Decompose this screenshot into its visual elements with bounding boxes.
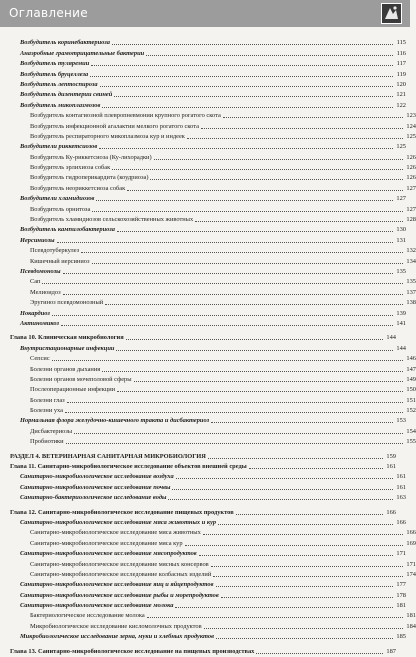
toc-entry-page: 144 [386, 334, 396, 342]
toc-entry-title: Возбудитель бруцеллеза [20, 70, 89, 78]
toc-entry-title: Санитарно-микробиологическое исследование молока [20, 602, 174, 610]
toc-entry [10, 632, 406, 642]
toc-entry [10, 437, 416, 447]
toc-entry-title: Санитарно-микробиологическое исследование мяса животных [30, 529, 201, 537]
toc-entry-title: Актиномикоз [20, 319, 59, 327]
toc-entry [10, 343, 406, 353]
toc-entry-page: 127 [406, 205, 416, 213]
toc-entry [10, 493, 406, 503]
dot-leader [256, 647, 383, 654]
toc-entry-page: 130 [396, 226, 406, 234]
toc-entry-title: Санитарно-микробиологическое исследование мясных консервов [30, 560, 209, 568]
toc-entry-title: Глава 10. Клиническая микробиология [10, 334, 124, 342]
dot-leader [42, 277, 403, 284]
dot-leader [126, 333, 383, 340]
toc-entry-page: 153 [396, 417, 406, 425]
toc-entry [10, 646, 396, 656]
dot-leader [203, 528, 403, 535]
toc-entry-title: Глава 13. Санитарно-микробиологическое исследование на пищевых производствах [10, 647, 255, 655]
dot-leader [52, 309, 393, 316]
toc-entry-page: 124 [406, 122, 416, 130]
dot-leader [134, 375, 403, 382]
toc-entry-page: 151 [406, 396, 416, 404]
toc-entry-title: Эругиноз псевдомонозный [30, 299, 104, 307]
toc-entry-title: Возбудитель туляремии [20, 60, 90, 68]
toc-entry [10, 142, 406, 152]
toc-entry-title: Возбудитель Ку-риккетсиоза (Ку-лихорадки) [30, 153, 152, 161]
toc-entry [10, 462, 396, 472]
toc-entry [10, 38, 406, 48]
toc-entry [10, 549, 406, 559]
toc-entry [10, 375, 416, 385]
dot-leader [185, 539, 403, 546]
toc-entry [10, 69, 406, 79]
dot-leader [218, 518, 393, 525]
dot-leader [66, 437, 403, 444]
toc-entry-title: Возбудитель орнитоза [30, 205, 91, 213]
toc-entry-title: Возбудители хламидиозов [20, 195, 95, 203]
toc-entry-page: 144 [396, 344, 406, 352]
toc-entry-page: 166 [396, 518, 406, 526]
dot-leader [63, 288, 403, 295]
toc-entry-title: Мелиоидоз [30, 288, 61, 296]
toc-entry-page: 152 [406, 407, 416, 415]
toc-entry [10, 111, 416, 121]
dot-leader [63, 267, 393, 274]
toc-entry-page: 187 [386, 647, 396, 655]
toc-entry [10, 426, 416, 436]
dot-leader [96, 194, 393, 201]
toc-entry [10, 621, 416, 631]
dot-leader [114, 90, 393, 97]
toc-entry [10, 364, 416, 374]
toc-entry-page: 141 [396, 319, 406, 327]
toc-entry [10, 100, 406, 110]
toc-entry [10, 482, 406, 492]
dot-leader [65, 406, 403, 413]
toc-entry [10, 215, 416, 225]
dot-leader [146, 49, 393, 56]
dot-leader [204, 622, 403, 629]
dot-leader [211, 560, 403, 567]
toc-entry-title: Псевдомонозы [20, 267, 61, 275]
toc-entry [10, 80, 406, 90]
toc-entry-title: Пробиотики [30, 438, 64, 446]
toc-entry-title: Нормальная флора желудочно-кишечного тракта и дисбактериоз [20, 417, 210, 425]
toc-entry-page: 126 [406, 174, 416, 182]
toc-entry [10, 90, 406, 100]
dot-leader [67, 396, 403, 403]
toc-entry-page: 181 [406, 612, 416, 620]
toc-entry-page: 149 [406, 375, 416, 383]
dot-leader [112, 38, 393, 45]
toc-entry-title: Глава 12. Санитарно-микробиологическое исследование пищевых продуктов [10, 508, 234, 516]
dot-leader [99, 142, 393, 149]
toc-entry-title: Глава 11. Санитарно-микробиологическое исследование объектов внешней среды [10, 463, 247, 471]
toc-entry-page: 115 [396, 39, 406, 47]
toc-entry-page: 135 [406, 278, 416, 286]
toc-entry [10, 538, 416, 548]
dot-leader [105, 298, 403, 305]
toc-entry-title: Микробиологическое исследование кисломолочных продуктов [30, 622, 202, 630]
dot-leader [168, 493, 393, 500]
toc-entry-title: Сап [30, 278, 41, 286]
toc-entry [10, 451, 396, 461]
toc-entry-page: 139 [396, 309, 406, 317]
dot-leader [201, 122, 403, 129]
toc-entry-page: 169 [406, 539, 416, 547]
toc-entry-title: Санитарно-микробиологическое исследование мяса животных и кур [20, 518, 217, 526]
toc-entry [10, 601, 406, 611]
toc-entry-title: Нокардиоз [20, 309, 50, 317]
dot-leader [112, 163, 403, 170]
toc-entry-page: 146 [406, 355, 416, 363]
toc-entry-page: 161 [396, 483, 406, 491]
toc-entry [10, 194, 406, 204]
toc-entry [10, 333, 396, 343]
toc-entry [10, 152, 416, 162]
toc-entry [10, 416, 406, 426]
toc-entry-page: 161 [396, 473, 406, 481]
toc-entry-page: 126 [406, 164, 416, 172]
dot-leader [150, 173, 403, 180]
page-title: Оглавление [9, 6, 88, 20]
toc-entry-page: 171 [406, 560, 416, 568]
dot-leader [90, 70, 393, 77]
toc-entry-page: 134 [406, 257, 416, 265]
toc-entry [10, 277, 416, 287]
toc-entry-title: Микробиологическое исследование зерна, муки и хлебных продуктов [20, 633, 214, 641]
toc-entry-page: 131 [396, 236, 406, 244]
toc-entry-title: Возбудитель коринебактериоза [20, 39, 110, 47]
toc-entry [10, 518, 406, 528]
toc-entry-title: Санитарно-микробиологическое исследование мяса кур [30, 539, 183, 547]
toc-entry-page: 135 [396, 267, 406, 275]
toc-entry-page: 127 [406, 184, 416, 192]
toc-entry-page: 123 [406, 112, 416, 120]
dot-leader [154, 153, 403, 160]
toc-entry-page: 117 [396, 60, 406, 68]
toc-entry-page: 120 [396, 80, 406, 88]
toc-entry [10, 163, 416, 173]
toc-entry [10, 235, 406, 245]
toc-entry [10, 580, 406, 590]
page-header [0, 0, 410, 27]
dot-leader [61, 319, 393, 326]
toc-entry-page: 121 [396, 91, 406, 99]
toc-entry [10, 319, 406, 329]
dot-leader [208, 452, 383, 459]
toc-entry-page: 137 [406, 288, 416, 296]
toc-entry-page: 116 [396, 49, 406, 57]
toc-entry [10, 225, 406, 235]
toc-entry-page: 184 [406, 622, 416, 630]
toc-entry-title: Возбудитель неориккетсиоза собак [30, 184, 126, 192]
toc-entry-title: Возбудитель дизентерии свиней [20, 91, 113, 99]
dot-leader [81, 246, 403, 253]
toc-entry-title: Болезни органов мочеполовой сферы [30, 375, 132, 383]
dot-leader [216, 632, 393, 639]
dot-leader [92, 205, 403, 212]
dot-leader [100, 80, 393, 87]
toc-entry-title: Возбудитель микоплазмозов [20, 101, 101, 109]
toc-entry [10, 570, 416, 580]
dot-leader [147, 611, 403, 618]
dot-leader [175, 601, 393, 608]
toc-entry-page: 181 [396, 602, 406, 610]
toc-entry [10, 406, 416, 416]
dot-leader [199, 549, 393, 556]
dot-leader [221, 591, 393, 598]
toc-entry-page: 178 [396, 591, 406, 599]
toc-entry-page: 147 [406, 365, 416, 373]
dot-leader [117, 385, 403, 392]
dot-leader [102, 101, 393, 108]
toc-entry-title: Возбудитель инфекционной агалактии мелкого рогатого скота [30, 122, 199, 130]
toc-entry [10, 528, 416, 538]
toc-entry-page: 128 [406, 216, 416, 224]
toc-entry [10, 559, 416, 569]
toc-entry-page: 166 [386, 508, 396, 516]
dot-leader [249, 462, 383, 469]
dot-leader [92, 257, 404, 264]
toc-entry-page: 155 [406, 438, 416, 446]
toc-entry-title: Санитарно-микробиологическое исследование почвы [20, 483, 171, 491]
toc-entry-page: 159 [386, 452, 396, 460]
dot-leader [223, 111, 403, 118]
toc-entry-title: Возбудитель эрлихиоза собак [30, 164, 111, 172]
toc-entry-title: Сепсис [30, 355, 50, 363]
toc-entry [10, 173, 416, 183]
toc-entry-title: Санитарно-микробиологическое исследование мясопродуктов [20, 550, 197, 558]
toc-entry [10, 308, 406, 318]
toc-entry [10, 298, 416, 308]
toc-entry-title: Санитарно-микробиологическое исследование колбасных изделий [30, 570, 212, 578]
dot-leader [117, 225, 393, 232]
dot-leader [102, 365, 403, 372]
toc-entry-page: 138 [406, 299, 416, 307]
toc-entry-page: 163 [396, 494, 406, 502]
dot-leader [213, 570, 403, 577]
table-of-contents [0, 38, 416, 657]
toc-entry-title: Болезни глаз [30, 396, 65, 404]
dot-leader [172, 483, 393, 490]
toc-entry-title: Болезни уха [30, 407, 63, 415]
dot-leader [57, 236, 393, 243]
toc-entry [10, 183, 416, 193]
dot-leader [216, 580, 394, 587]
toc-entry-page: 154 [406, 427, 416, 435]
toc-entry-page: 185 [396, 633, 406, 641]
toc-entry-page: 177 [396, 581, 406, 589]
toc-entry-title: Бактериологическое исследование молока [30, 612, 145, 620]
toc-entry-title: Возбудитель хламидиозов сельскохозяйственных животных [30, 216, 194, 224]
toc-entry-page: 119 [396, 70, 406, 78]
toc-entry [10, 121, 416, 131]
toc-entry-title: Возбудитель кампилобактериоза [20, 226, 115, 234]
toc-entry [10, 132, 416, 142]
toc-entry-title: Болезни органов дыхания [30, 365, 101, 373]
toc-entry [10, 204, 416, 214]
dot-leader [91, 59, 393, 66]
toc-entry [10, 246, 416, 256]
toc-entry-page: 122 [396, 101, 406, 109]
dot-leader [116, 344, 393, 351]
dot-leader [74, 427, 403, 434]
dot-leader [236, 508, 383, 515]
toc-entry-title: Послеоперационные инфекции [30, 386, 116, 394]
toc-entry-page: 132 [406, 247, 416, 255]
dot-leader [52, 354, 403, 361]
toc-entry [10, 256, 416, 266]
toc-entry [10, 472, 406, 482]
toc-entry-page: 166 [406, 529, 416, 537]
dot-leader [211, 416, 393, 423]
toc-entry-title: Санитарно-микробиологическое исследование воздуха [20, 473, 174, 481]
toc-entry [10, 48, 406, 58]
toc-entry-page: 171 [396, 550, 406, 558]
toc-entry-page: 125 [406, 132, 416, 140]
toc-entry-page: 150 [406, 386, 416, 394]
toc-entry-title: Иерсиниозы [20, 236, 55, 244]
toc-entry [10, 59, 406, 69]
toc-entry-title: Возбудитель респираторного микоплазмоза кур и индеек [30, 132, 185, 140]
toc-entry [10, 507, 396, 517]
toc-entry-page: 174 [406, 570, 416, 578]
toc-entry-title: Возбудитель гидроперикардита (коудриоза) [30, 174, 149, 182]
toc-entry-page: 125 [396, 143, 406, 151]
toc-entry [10, 385, 416, 395]
toc-entry-title: Возбудитель контагиозной плевропневмонии крупного рогатого скота [30, 112, 221, 120]
dot-leader [127, 184, 403, 191]
toc-entry-page: 161 [386, 463, 396, 471]
toc-entry-page: 127 [396, 195, 406, 203]
toc-entry-title: Возбудитель лептоспироза [20, 80, 98, 88]
dot-leader [195, 215, 403, 222]
toc-entry-title: Кишечный иерсиниоз [30, 257, 90, 265]
toc-entry [10, 590, 406, 600]
toc-entry-title: Дисбактериозы [30, 427, 73, 435]
toc-entry-title: Возбудители риккетсиозов [20, 143, 98, 151]
toc-entry-title: Санитарно-микробиологическое исследование яиц и яйцепродуктов [20, 581, 214, 589]
toc-entry-title: Анаэробные грамотрицательные бактерии [20, 49, 145, 57]
toc-entry-title: Псевдотуберкулез [30, 247, 80, 255]
toc-entry-page: 126 [406, 153, 416, 161]
toc-entry-title: Санитарно-бактериологическое исследование воды [20, 494, 167, 502]
toc-entry [10, 267, 406, 277]
toc-entry-title: Санитарно-микробиологическое исследование рыбы и морепродуктов [20, 591, 219, 599]
publisher-logo [381, 3, 402, 24]
dot-leader [176, 472, 393, 479]
toc-entry-title: Внутристационарные инфекции [20, 344, 115, 352]
toc-entry [10, 395, 416, 405]
dot-leader [187, 132, 403, 139]
toc-entry [10, 611, 416, 621]
toc-entry [10, 354, 416, 364]
toc-entry-title: РАЗДЕЛ 4. ВЕТЕРИНАРНАЯ САНИТАРНАЯ МИКРОБИОЛОГИЯ [10, 452, 206, 460]
toc-entry [10, 287, 416, 297]
